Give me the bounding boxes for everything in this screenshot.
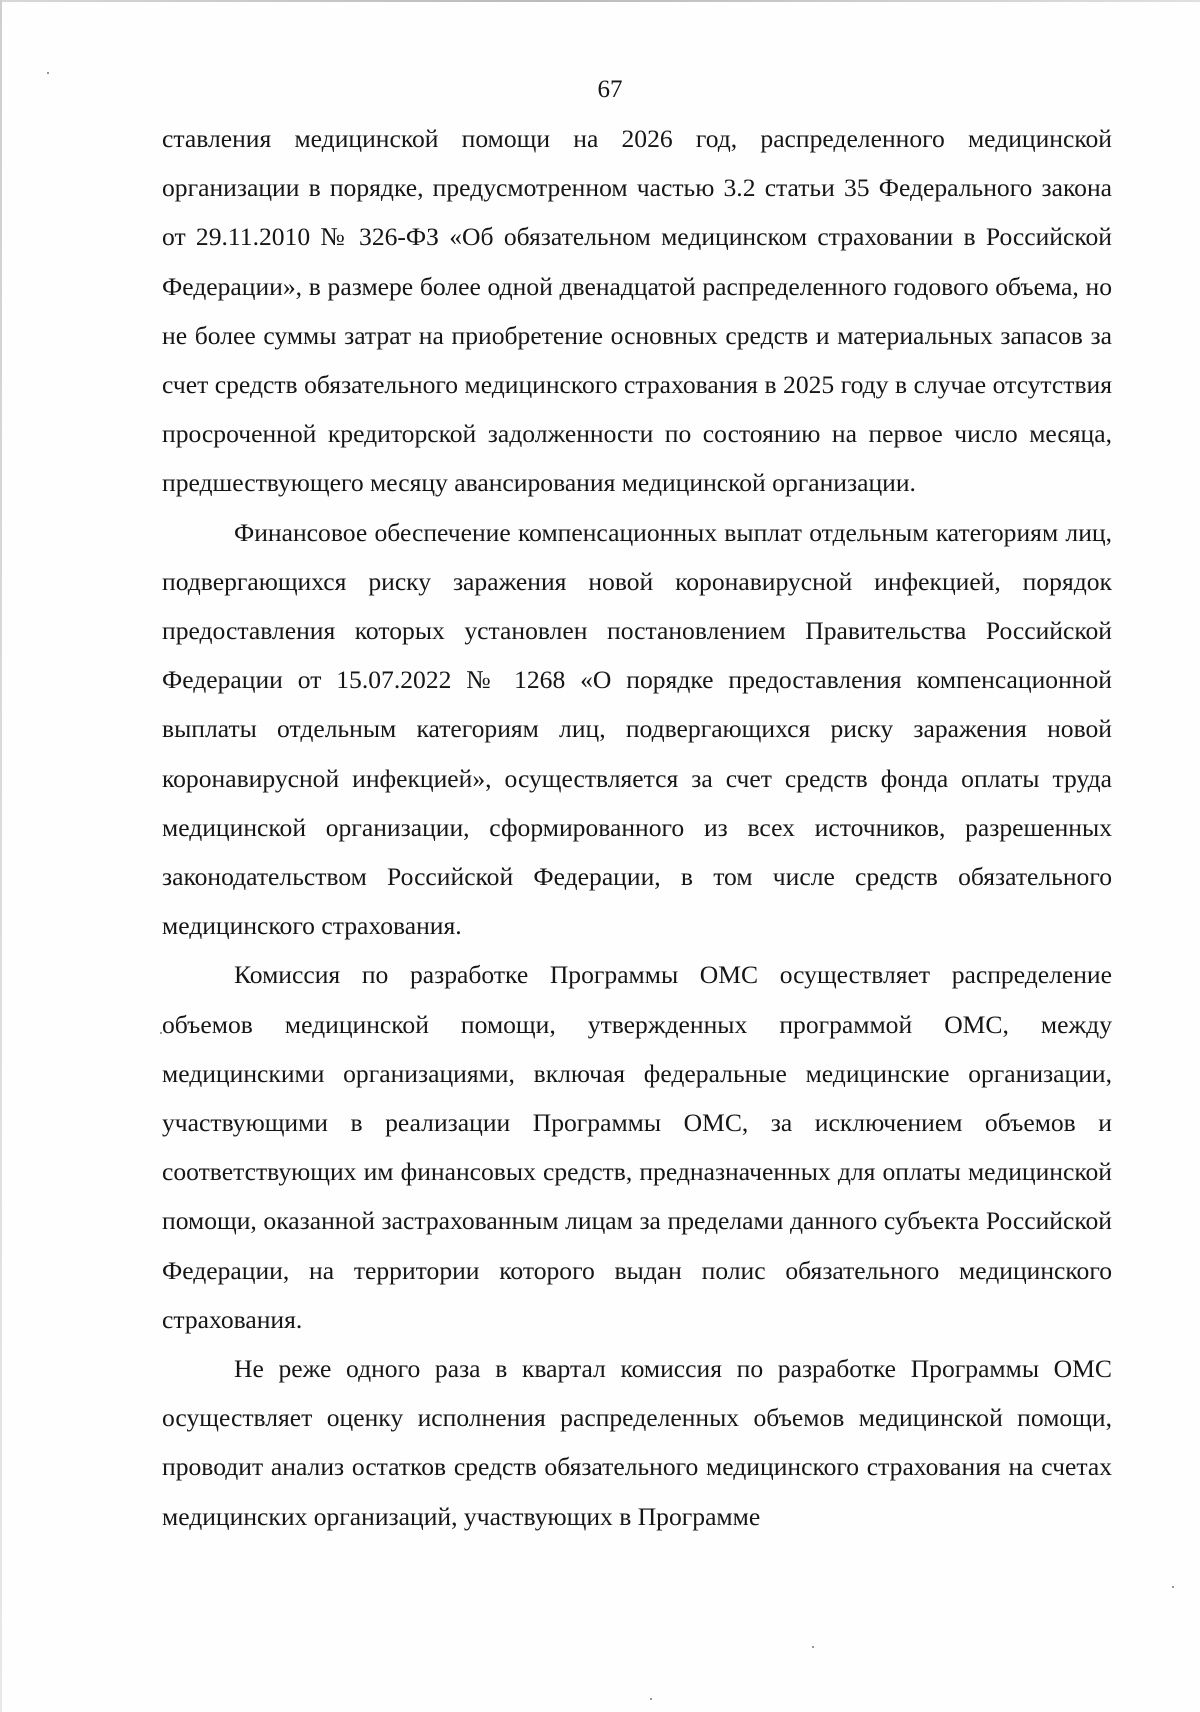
- paragraph-3: Комиссия по разработке Программы ОМС осуществляет распределение объемов медицинской помощи, утвержденных программой ОМС, между медицинскими организациями, включая федеральные медицинские организации, участвующими в реализации Программы ОМС, за исключением объемов и соответствующих им финансовых средств, предназначенных для оплаты медицинской помощи, оказанной застрахованным лицам за пределами данного субъекта Российской Федерации, на территории которого выдан полис обязательного медицинского страхования.: [162, 960, 1112, 1334]
- scan-edge-left: [0, 0, 2, 1712]
- page-number: 67: [597, 76, 623, 103]
- paragraph-2: Финансовое обеспечение компенсационных выплат отдельным категориям лиц, подвергающихся риску заражения новой коронавирусной инфекцией, порядок предоставления которых установлен постановлением Правительства Российской Федерации от 15.07.2022 № 1268 «О порядке предоставления компенсационной выплаты отдельным категориям лиц, подвергающихся риску заражения новой коронавирусной инфекцией», осуществляется за счет средств фонда оплаты труда медицинской организации, сформированного из всех источников, разрешенных законодательством Российской Федерации, в том числе средств обязательного медицинского страхования.: [162, 517, 1112, 941]
- paragraph-4: Не реже одного раза в квартал комиссия по разработке Программы ОМС осуществляет оценку исполнения распределенных объемов медицинской помощи, проводит анализ остатков средств обязательного медицинского страхования на счетах медицинских организаций, участвующих в Программе: [162, 1354, 1112, 1531]
- paragraph-1: ставления медицинской помощи на 2026 год, распределенного медицинской организации в порядке, предусмотренном частью 3.2 статьи 35 Федерального закона от 29.11.2010 № 326-ФЗ «Об обязательном медицинском страховании в Российской Федерации», в размере более одной двенадцатой распределенного годового объема, но не более суммы затрат на приобретение основных средств и материальных запасов за счет средств обязательного медицинского страхования в 2025 году в случае отсутствия просроченной кредиторской задолженности по состоянию на первое число месяца, предшествующего месяцу авансирования медицинской организации.: [162, 124, 1112, 498]
- scan-speck: [47, 72, 49, 74]
- scan-edge-top: [0, 0, 1200, 2]
- scan-speck: [812, 1646, 814, 1648]
- document-body: [162, 114, 1112, 1541]
- scan-speck: [160, 1032, 162, 1034]
- scan-speck: [650, 1698, 652, 1700]
- scan-speck: [1172, 1586, 1174, 1588]
